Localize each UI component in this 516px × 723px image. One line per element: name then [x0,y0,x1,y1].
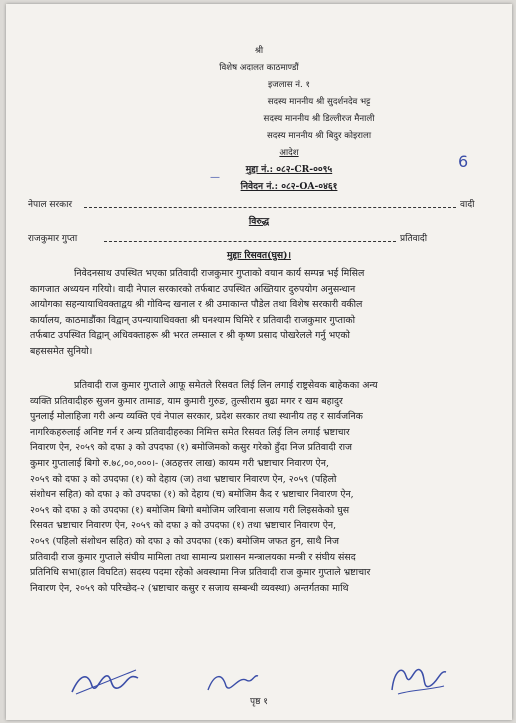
paragraph-2-line: नागरिकहरुलाई अनिष्ट गर्न र अन्य प्रतिवादीहरुका निमित्त समेत रिसवत लिई लिन लगाई भ्रष्टाचार [30,426,350,438]
signature-left [66,664,146,698]
paragraph-1-line: कार्यालय, काठमाडौंका विद्वान् उपन्यायाधिवक्ता श्री घनश्याम घिमिरे र प्रतिवादी राजकुमार गुप्ताको [30,314,356,326]
paragraph-2 [30,378,482,596]
defendant-role: प्रतिवादी [400,234,428,244]
paragraph-2-line: २०५९ को दफा ३ को उपदफा (१) को देहाय (ज) तथा भ्रष्टाचार निवारण ऐन, २०५९ (पहिलो [30,473,337,485]
paragraph-2-line: प्रतिवादी राज कुमार गुप्ताले आफू समेतले रिसवत लिई लिन लगाई राष्ट्रसेवक बाहेकका अन्य [74,380,378,391]
plaintiff-dash-line [84,207,456,208]
paragraph-2-line: २०५९ (पहिलो संशोधन सहित) को दफा ३ को उपदफा (१क) बमोजिम जफत हुन, साथै निज [30,535,339,547]
paragraph-2-line: रिसवत भ्रष्टाचार निवारण ऐन, २०५९ को दफा ३ को उपदफा (१) तथा भ्रष्टाचार निवारण ऐन, [30,520,337,532]
paragraph-1-line: निवेदनसाथ उपस्थित भएका प्रतिवादी राजकुमार गुप्ताको वयान कार्य सम्पन्न भई मिसिल [74,268,365,279]
paragraph-2-line: प्रतिनिधि सभा(हाल विघटित) सदस्य पदमा रहेको अवस्थामा निज प्रतिवादी राज कुमार गुप्ताले भ्रष्टाचार [30,567,371,579]
bench-member-3: सदस्य माननीय श्री बिदुर कोइराला [266,131,372,141]
paragraph-1-line: कागजात अध्ययन गरियो। वादी नेपाल सरकारको तर्फबाट उपस्थित अख्तियार दुरुपयोग अनुसन्धान [30,283,356,295]
signature-middle [202,666,262,696]
signature-right [384,660,450,698]
shree-heading: श्री [254,46,264,56]
document-page [6,4,512,720]
defendant-name: राजकुमार गुप्ता [28,234,78,244]
case-subject: मुद्दाः रिसवत(घुस)। [227,250,291,261]
versus-label: विरुद्ध [248,216,270,227]
paragraph-1-line: तर्फबाट उपस्थित विद्वान् अधिवक्ताहरू श्री भरत लम्साल र श्री कृष्ण प्रसाद पोखरेलले गर्नु भएको [30,330,350,342]
court-name: विशेष अदालत काठमाण्डौं [219,63,299,73]
paragraph-2-line: व्यक्ति प्रतिवादीहरु सुजन कुमार तामाङ, याम कुमारी गुरुङ, तुल्सीराम बुढा मगर र खम बहादुर [30,395,343,407]
handwritten-dash-mark: — [210,172,220,183]
paragraph-2-line: निवारण ऐन, २०५९ को दफा ३ को उपदफा (१) बमोजिमको कसुर गरेको हुँदा निज प्रतिवादी राज [30,442,352,454]
paragraph-2-line: पुनलाई मोलाहिजा गरी अन्य व्यक्ति एवं नेपाल सरकार, प्रदेश सरकार तथा स्थानीय तह र सार्वजनिक [30,411,363,423]
handwritten-margin-mark: 6 [458,152,469,171]
plaintiff-role: वादी [460,200,475,210]
paragraph-1-line: आयोगका सहन्यायाधिवक्ताद्वय श्री गोविन्द खनाल र श्री उमाकान्त पौडेल तथा विशेष सरकारी वकील [30,299,363,311]
paragraph-2-line: २०५९ को दफा ३ को उपदफा (१) बमोजिम बिगो बमोजिम जरिवाना सजाय गरी लिइसकेको घुस [30,504,350,516]
page-number: पृष्ठ १ [250,697,268,707]
bench-member-2: सदस्य माननीय श्री डिल्लीरज मैनाली [263,114,375,124]
paragraph-2-line: कुमार गुप्तालाई बिगो रु.७८,००,०००।- (अठहत्तर लाख) कायम गरी भ्रष्टाचार निवारण ऐन, [30,457,329,469]
paragraph-2-line: प्रतिवादी राज कुमार गुप्ताले संघीय मामिला तथा सामान्य प्रशासन मन्त्रालयका मन्त्री र संघीय संसद [30,551,356,563]
case-number: मुद्दा नं.: ०८२-CR-००९५ [245,164,333,175]
bench-member-1: सदस्य माननीय श्री सुदर्शनदेव भट्ट [267,97,371,107]
order-title: आदेश [279,148,299,158]
paragraph-2-line: निवारण ऐन, २०५९ को परिच्छेद-२ (भ्रष्टाचार कसुर र सजाय सम्बन्धी व्यवस्था) अन्तर्गतका माथि [30,582,349,594]
paragraph-1 [30,266,482,360]
paragraph-1-line: बहससमेत सुनियो। [30,345,93,357]
bench-number: इजलास नं. १ [268,80,310,90]
defendant-dash-line [104,241,396,242]
application-number: निवेदन नं.: ०८२-OA-०४६१ [240,181,338,192]
paragraph-2-line: संशोधन सहित) को दफा ३ को उपदफा (१) को देहाय (च) बमोजिम कैद र भ्रष्टाचार निवारण ऐन, [30,489,354,501]
plaintiff-name: नेपाल सरकार [28,200,73,210]
